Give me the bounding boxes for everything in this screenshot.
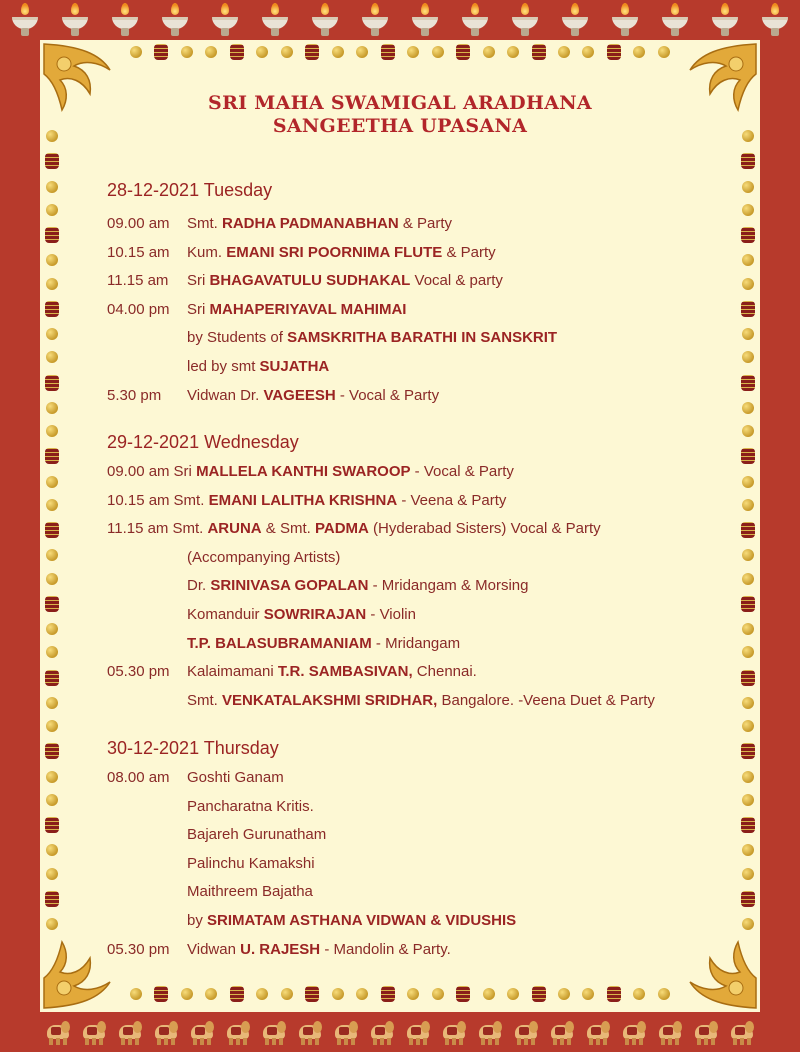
right-bead-border <box>740 130 756 930</box>
bead-icon <box>45 596 59 612</box>
title-line-2: SANGEETHA UPASANA <box>272 115 528 137</box>
oil-lamp-icon <box>10 3 40 37</box>
title-prefix: Palinchu Kamakshi <box>187 854 315 872</box>
performer-name: VAGEESH <box>263 386 336 404</box>
oil-lamp-icon <box>510 3 540 37</box>
performer-name: T.R. SAMBASIVAN, <box>277 663 413 681</box>
bead-icon <box>46 794 58 806</box>
title-prefix: Smt. <box>187 215 218 232</box>
time-label: 5.30 pm <box>107 386 162 404</box>
title-prefix: Smt. <box>173 491 205 509</box>
bead-icon <box>281 46 293 58</box>
schedule-row <box>107 941 451 959</box>
performer-name: SAMSKRITHA BARATHI IN SANSKRIT <box>287 329 558 347</box>
page-title <box>40 92 760 138</box>
bead-icon <box>46 402 58 414</box>
bead-icon <box>558 988 570 1000</box>
bead-icon <box>742 278 754 290</box>
bead-icon <box>741 227 755 243</box>
schedule-row <box>107 635 460 653</box>
bead-icon <box>742 844 754 856</box>
bead-icon <box>45 227 59 243</box>
bead-icon <box>356 46 368 58</box>
bead-icon <box>432 988 444 1000</box>
bead-icon <box>742 328 754 340</box>
elephant-icon <box>729 1017 755 1047</box>
schedule-row <box>107 606 416 624</box>
title-prefix: Dr. <box>187 577 207 595</box>
performer-text <box>187 769 284 786</box>
bead-icon <box>483 988 495 1000</box>
corner-ornament-icon <box>668 920 760 1012</box>
bead-icon <box>205 46 217 58</box>
schedule-row <box>107 215 452 233</box>
title-prefix: Smt. <box>187 691 218 709</box>
elephant-icon <box>513 1017 539 1047</box>
performer-text <box>187 215 452 232</box>
performer-text <box>187 358 329 375</box>
bead-icon <box>532 44 546 60</box>
bead-icon <box>456 986 470 1002</box>
performer-text <box>174 463 514 480</box>
elephant-icon <box>153 1017 179 1047</box>
performer-name: EMANI LALITHA KRISHNA <box>208 491 398 509</box>
bead-icon <box>742 868 754 880</box>
bead-icon <box>154 44 168 60</box>
elephant-icon <box>405 1017 431 1047</box>
bead-icon <box>332 988 344 1000</box>
time-label: 04.00 pm <box>107 300 170 318</box>
time-label: 05.30 pm <box>107 663 170 681</box>
bead-icon <box>46 844 58 856</box>
performance-detail: - Veena & Party <box>401 491 507 509</box>
bead-icon <box>181 46 193 58</box>
title-prefix: Maithreem Bajatha <box>187 883 313 901</box>
title-prefix: Sri <box>187 300 206 318</box>
bead-icon <box>432 46 444 58</box>
performer-text <box>187 549 340 566</box>
bead-icon <box>46 204 58 216</box>
performer-text <box>187 798 314 815</box>
bead-icon <box>741 743 755 759</box>
elephant-icon <box>621 1017 647 1047</box>
schedule-row <box>107 329 557 347</box>
schedule-row <box>107 358 329 376</box>
bead-icon <box>45 743 59 759</box>
bead-icon <box>742 573 754 585</box>
bead-icon <box>742 254 754 266</box>
title-prefix: & Smt. <box>265 520 311 538</box>
bead-icon <box>633 988 645 1000</box>
left-bead-border <box>44 130 60 930</box>
title-prefix: Vidwan <box>187 940 236 958</box>
performer-text <box>187 663 477 680</box>
schedule-row <box>107 692 655 710</box>
bead-icon <box>230 986 244 1002</box>
schedule-row <box>107 577 528 595</box>
bead-icon <box>582 46 594 58</box>
title-prefix: Kalaimamani <box>187 663 274 681</box>
schedule-row <box>107 520 601 538</box>
schedule-row <box>107 272 503 290</box>
title-line-1: SRI MAHA SWAMIGAL ARADHANA <box>208 92 592 114</box>
bead-icon <box>742 697 754 709</box>
bead-icon <box>633 46 645 58</box>
elephant-icon <box>261 1017 287 1047</box>
performance-detail: Vocal & party <box>414 272 503 290</box>
bead-icon <box>741 596 755 612</box>
elephant-icon <box>657 1017 683 1047</box>
bead-icon <box>46 499 58 511</box>
bead-icon <box>45 375 59 391</box>
time-label: 09.00 am <box>107 215 170 232</box>
performer-name: SRINIVASA GOPALAN <box>210 577 369 595</box>
bead-icon <box>742 402 754 414</box>
performance-detail: - Mridangam & Morsing <box>372 577 529 595</box>
bead-icon <box>742 476 754 488</box>
bead-icon <box>742 204 754 216</box>
bead-icon <box>46 425 58 437</box>
performer-text <box>187 912 516 929</box>
day-heading: 30-12-2021 Thursday <box>107 738 279 758</box>
schedule-row <box>107 912 516 930</box>
bead-icon <box>741 522 755 538</box>
bead-icon <box>45 670 59 686</box>
bead-icon <box>532 986 546 1002</box>
bead-icon <box>46 476 58 488</box>
bead-icon <box>483 46 495 58</box>
title-prefix: Sri <box>187 272 206 290</box>
day-heading: 29-12-2021 Wednesday <box>107 432 299 452</box>
bead-icon <box>46 328 58 340</box>
bead-icon <box>46 573 58 585</box>
bead-icon <box>607 986 621 1002</box>
bead-icon <box>305 986 319 1002</box>
performer-text <box>187 244 496 261</box>
schedule-row <box>107 855 315 873</box>
time-label: 11.15 am <box>107 272 169 290</box>
schedule-row <box>107 549 340 567</box>
elephant-icon <box>693 1017 719 1047</box>
oil-lamp-icon <box>660 3 690 37</box>
bead-icon <box>46 549 58 561</box>
performer-name: PADMA <box>314 520 369 538</box>
elephant-icon <box>549 1017 575 1047</box>
title-prefix: by <box>187 912 203 929</box>
bead-icon <box>742 549 754 561</box>
oil-lamp-icon <box>260 3 290 37</box>
title-prefix: led by smt <box>187 358 256 375</box>
performer-text <box>187 941 451 958</box>
bead-icon <box>45 448 59 464</box>
bead-icon <box>45 153 59 169</box>
bead-icon <box>558 46 570 58</box>
bead-icon <box>45 301 59 317</box>
performer-name: MAHAPERIYAVAL MAHIMAI <box>209 300 407 318</box>
bead-icon <box>381 986 395 1002</box>
performer-name: EMANI SRI POORNIMA FLUTE <box>226 243 443 261</box>
bead-icon <box>46 623 58 635</box>
schedule-row <box>107 663 477 681</box>
elephant-icon <box>45 1017 71 1047</box>
time-label: 10.15 am <box>107 491 170 509</box>
oil-lamp-icon <box>360 3 390 37</box>
bead-icon <box>742 351 754 363</box>
bead-icon <box>46 697 58 709</box>
performer-text <box>187 272 503 289</box>
performer-name: U. RAJESH <box>240 940 321 958</box>
bead-icon <box>741 817 755 833</box>
oil-lamp-icon <box>160 3 190 37</box>
bead-icon <box>205 988 217 1000</box>
performance-detail: Bangalore. -Veena Duet & Party <box>441 691 655 709</box>
elephant-icon <box>81 1017 107 1047</box>
bead-icon <box>46 278 58 290</box>
title-prefix: Smt. <box>172 520 204 538</box>
day-heading: 28-12-2021 Tuesday <box>107 180 273 200</box>
bead-icon <box>332 46 344 58</box>
elephant-icon <box>477 1017 503 1047</box>
performance-detail: & Party <box>446 243 496 261</box>
bead-icon <box>46 771 58 783</box>
bead-icon <box>741 670 755 686</box>
bead-icon <box>742 771 754 783</box>
performance-detail: - Violin <box>370 606 416 623</box>
oil-lamp-icon <box>410 3 440 37</box>
performer-name: ARUNA <box>207 520 262 538</box>
bead-icon <box>742 499 754 511</box>
schedule-row <box>107 883 313 901</box>
performer-text <box>187 606 416 623</box>
performer-text <box>187 387 439 404</box>
elephant-icon <box>585 1017 611 1047</box>
performance-detail: & Party <box>402 215 453 232</box>
oil-lamp-icon <box>760 3 790 37</box>
performer-text <box>187 577 528 594</box>
performance-detail: - Mandolin & Party. <box>324 940 451 958</box>
performer-text <box>187 692 655 709</box>
performer-text <box>174 492 507 509</box>
bead-icon <box>281 988 293 1000</box>
title-prefix: by Students of <box>187 329 283 347</box>
bead-icon <box>46 646 58 658</box>
performer-text <box>187 855 315 872</box>
performer-name: MALLELA KANTHI SWAROOP <box>196 463 411 480</box>
title-prefix: Bajareh Gurunatham <box>187 826 327 844</box>
bead-icon <box>46 720 58 732</box>
time-label: 08.00 am <box>107 769 170 786</box>
bead-icon <box>45 891 59 907</box>
bottom-bead-border <box>40 986 760 1002</box>
performer-name: SUJATHA <box>259 358 330 375</box>
bead-icon <box>741 891 755 907</box>
bead-icon <box>181 988 193 1000</box>
bead-icon <box>256 988 268 1000</box>
performance-detail: - Vocal & Party <box>339 386 440 404</box>
schedule-row <box>107 387 439 405</box>
bead-icon <box>742 181 754 193</box>
bead-icon <box>507 988 519 1000</box>
bead-icon <box>607 44 621 60</box>
bead-icon <box>45 522 59 538</box>
elephant-icon <box>189 1017 215 1047</box>
title-prefix: Komanduir <box>187 606 260 623</box>
schedule-row <box>107 769 284 787</box>
oil-lamp-icon <box>460 3 490 37</box>
bead-icon <box>381 44 395 60</box>
elephant-icon <box>225 1017 251 1047</box>
performance-detail: (Hyderabad Sisters) Vocal & Party <box>373 520 601 538</box>
performer-text <box>187 883 313 900</box>
bead-icon <box>582 988 594 1000</box>
top-bead-border <box>40 44 760 60</box>
bead-icon <box>742 646 754 658</box>
bead-icon <box>45 817 59 833</box>
title-prefix: Goshti Ganam <box>187 769 284 786</box>
lamp-border-band <box>0 0 800 40</box>
performer-text <box>187 301 406 318</box>
bead-icon <box>742 425 754 437</box>
oil-lamp-icon <box>110 3 140 37</box>
title-prefix: (Accompanying Artists) <box>187 548 341 566</box>
oil-lamp-icon <box>60 3 90 37</box>
elephant-icon <box>297 1017 323 1047</box>
title-prefix: Vidwan Dr. <box>187 386 260 404</box>
bead-icon <box>46 868 58 880</box>
bead-icon <box>256 46 268 58</box>
oil-lamp-icon <box>210 3 240 37</box>
bead-icon <box>305 44 319 60</box>
schedule-row <box>107 492 506 510</box>
performer-name: VENKATALAKSHMI SRIDHAR, <box>222 691 438 709</box>
title-prefix: Kum. <box>187 243 223 261</box>
performer-text <box>187 826 326 843</box>
elephant-icon <box>333 1017 359 1047</box>
bead-icon <box>46 254 58 266</box>
performer-name: SRIMATAM ASTHANA VIDWAN & VIDUSHIS <box>207 912 517 929</box>
bead-icon <box>356 988 368 1000</box>
performance-detail: Chennai. <box>416 663 477 681</box>
oil-lamp-icon <box>610 3 640 37</box>
oil-lamp-icon <box>710 3 740 37</box>
bead-icon <box>154 986 168 1002</box>
bead-icon <box>742 720 754 732</box>
title-prefix: Pancharatna Kritis. <box>187 797 314 815</box>
title-prefix: Sri <box>173 463 192 480</box>
schedule-row <box>107 463 514 481</box>
corner-ornament-icon <box>40 920 132 1012</box>
schedule-row <box>107 798 314 816</box>
performer-text <box>172 520 600 537</box>
performer-name: SOWRIRAJAN <box>263 606 367 623</box>
bead-icon <box>407 988 419 1000</box>
bead-icon <box>741 153 755 169</box>
elephant-border-band <box>40 1012 760 1052</box>
performer-name: T.P. BALASUBRAMANIAM <box>187 634 372 652</box>
oil-lamp-icon <box>310 3 340 37</box>
performer-text <box>187 329 557 346</box>
time-label: 11.15 am <box>107 520 169 538</box>
bead-icon <box>230 44 244 60</box>
performer-text <box>187 635 460 652</box>
schedule-row <box>107 826 326 844</box>
time-label: 05.30 pm <box>107 940 170 958</box>
oil-lamp-icon <box>560 3 590 37</box>
performer-name: RADHA PADMANABHAN <box>222 215 399 232</box>
bead-icon <box>46 351 58 363</box>
bead-icon <box>741 375 755 391</box>
bead-icon <box>742 794 754 806</box>
bead-icon <box>741 448 755 464</box>
bead-icon <box>742 623 754 635</box>
bead-icon <box>456 44 470 60</box>
time-label: 10.15 am <box>107 243 170 261</box>
performance-detail: - Mridangam <box>375 634 461 652</box>
bead-icon <box>407 46 419 58</box>
bead-icon <box>507 46 519 58</box>
elephant-icon <box>369 1017 395 1047</box>
schedule-row <box>107 244 496 262</box>
elephant-icon <box>441 1017 467 1047</box>
bead-icon <box>741 301 755 317</box>
time-label: 09.00 am <box>107 463 170 480</box>
performance-detail: - Vocal & Party <box>414 463 514 480</box>
schedule-row <box>107 301 406 319</box>
elephant-icon <box>117 1017 143 1047</box>
bead-icon <box>46 181 58 193</box>
performer-name: BHAGAVATULU SUDHAKAL <box>209 272 411 290</box>
